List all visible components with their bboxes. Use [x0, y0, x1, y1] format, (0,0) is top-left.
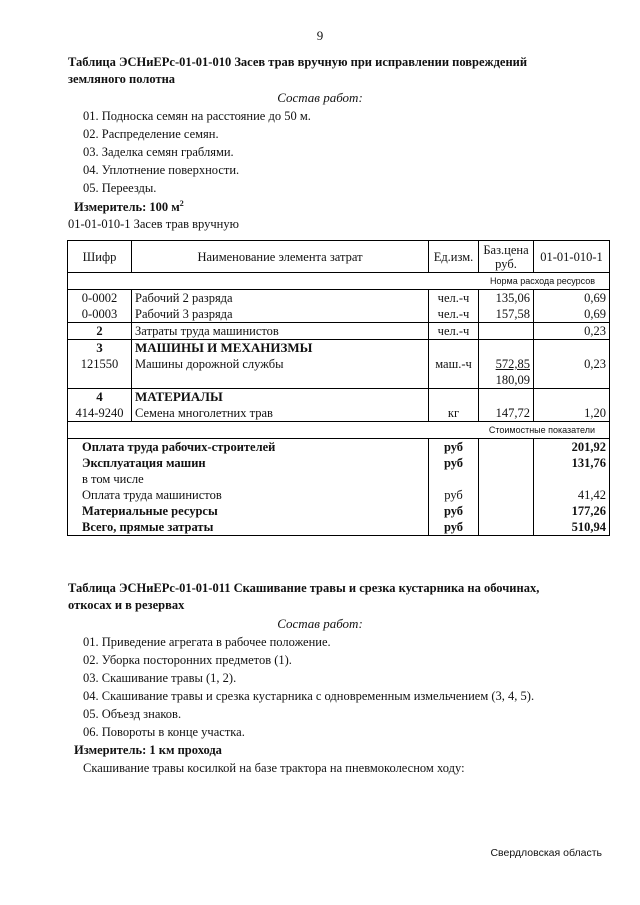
table1-work-item: 04. Уплотнение поверхности. — [83, 163, 240, 177]
table1-title-line2: земляного полотна — [68, 72, 176, 86]
table2-work-item: 01. Приведение агрегата в рабочее положение. — [83, 635, 331, 649]
header-norm: 01-01-010-1 — [534, 241, 610, 273]
resource-table — [67, 240, 610, 536]
header-code: Шифр — [68, 241, 132, 273]
table1-title-line1: Таблица ЭСНиЕРс-01-01-010 Засев трав вручную при исправлении повреждений — [68, 55, 528, 69]
row-code: 121550 — [68, 356, 132, 389]
row-code: 0-0003 — [68, 306, 132, 323]
header-unit: Ед.изм. — [429, 241, 479, 273]
row-price: 157,58 — [479, 306, 534, 323]
norm-caption: Норма расхода ресурсов — [68, 273, 610, 290]
table2-work-item: 05. Объезд знаков. — [83, 707, 182, 721]
table1-measure: Измеритель: 100 $м^2$ — [74, 199, 184, 215]
row-name: Рабочий 3 разряда — [132, 306, 429, 323]
table2-work-header: Состав работ: — [277, 616, 363, 631]
row-unit: чел.-ч — [429, 290, 479, 307]
table2-measure: Измеритель: 1 км прохода — [74, 743, 222, 757]
table2-work-item: 06. Повороты в конце участка. — [83, 725, 245, 739]
row-name: Семена многолетних трав — [132, 405, 429, 422]
row-code: 414-9240 — [68, 405, 132, 422]
table1-work-item: 01. Подноска семян на расстояние до 50 м. — [83, 109, 311, 123]
row-code: 2 — [68, 323, 132, 340]
header-price: Баз.цена руб. — [479, 241, 534, 273]
section-title: МАТЕРИАЛЫ — [132, 389, 429, 406]
table2-work-item: 03. Скашивание травы (1, 2). — [83, 671, 237, 685]
footer-region: Свердловская область — [490, 847, 602, 859]
row-price — [479, 323, 534, 340]
row-price: 572,85 180,09 — [479, 356, 534, 389]
table1-work-item: 03. Заделка семян граблями. — [83, 145, 234, 159]
total-value: 41,42 — [534, 487, 610, 503]
row-norm: 0,23 — [534, 356, 610, 389]
total-unit: руб — [429, 503, 479, 519]
table1-code-line: 01-01-010-1 Засев трав вручную — [68, 217, 239, 231]
row-norm: 0,69 — [534, 306, 610, 323]
total-name: Всего, прямые затраты — [68, 519, 429, 536]
total-unit: руб — [429, 519, 479, 536]
total-value: 131,76 — [534, 455, 610, 471]
table2-work-item: 04. Скашивание травы и срезка кустарника с одновременным измельчением (3, 4, 5). — [83, 689, 535, 703]
row-name: Затраты труда машинистов — [132, 323, 429, 340]
header-name: Наименование элемента затрат — [132, 241, 429, 273]
row-unit: маш.-ч — [429, 356, 479, 389]
total-name: в том числе — [68, 471, 429, 487]
total-name: Эксплуатация машин — [68, 455, 429, 471]
total-name: Оплата труда машинистов — [68, 487, 429, 503]
total-unit: руб — [429, 439, 479, 456]
total-name: Материальные ресурсы — [68, 503, 429, 519]
total-value: 201,92 — [534, 439, 610, 456]
total-unit: руб — [429, 487, 479, 503]
total-value: 177,26 — [534, 503, 610, 519]
cost-caption: Стоимостные показатели — [68, 422, 610, 439]
row-price: 147,72 — [479, 405, 534, 422]
table2-work-item: 02. Уборка посторонних предметов (1). — [83, 653, 292, 667]
row-unit: чел.-ч — [429, 306, 479, 323]
table2-note: Скашивание травы косилкой на базе трактора на пневмоколесном ходу: — [83, 761, 465, 775]
table2-title-line2: откосах и в резервах — [68, 598, 185, 612]
row-unit: кг — [429, 405, 479, 422]
row-name: Машины дорожной службы — [132, 356, 429, 389]
total-value — [534, 471, 610, 487]
table1-work-item: 02. Распределение семян. — [83, 127, 219, 141]
total-value: 510,94 — [534, 519, 610, 536]
page-number: 9 — [316, 28, 324, 43]
table1-work-header: Состав работ: — [277, 90, 363, 105]
section-title: МАШИНЫ И МЕХАНИЗМЫ — [132, 340, 429, 357]
row-unit: чел.-ч — [429, 323, 479, 340]
row-name: Рабочий 2 разряда — [132, 290, 429, 307]
total-unit — [429, 471, 479, 487]
row-norm: 0,23 — [534, 323, 610, 340]
total-unit: руб — [429, 455, 479, 471]
table1-work-item: 05. Переезды. — [83, 181, 157, 195]
table2-title-line1: Таблица ЭСНиЕРс-01-01-011 Скашивание травы и срезка кустарника на обочинах, — [68, 581, 540, 595]
total-name: Оплата труда рабочих-строителей — [68, 439, 429, 456]
row-norm: 0,69 — [534, 290, 610, 307]
row-code: 0-0002 — [68, 290, 132, 307]
section-code: 3 — [68, 340, 132, 357]
row-price: 135,06 — [479, 290, 534, 307]
row-norm: 1,20 — [534, 405, 610, 422]
section-code: 4 — [68, 389, 132, 406]
